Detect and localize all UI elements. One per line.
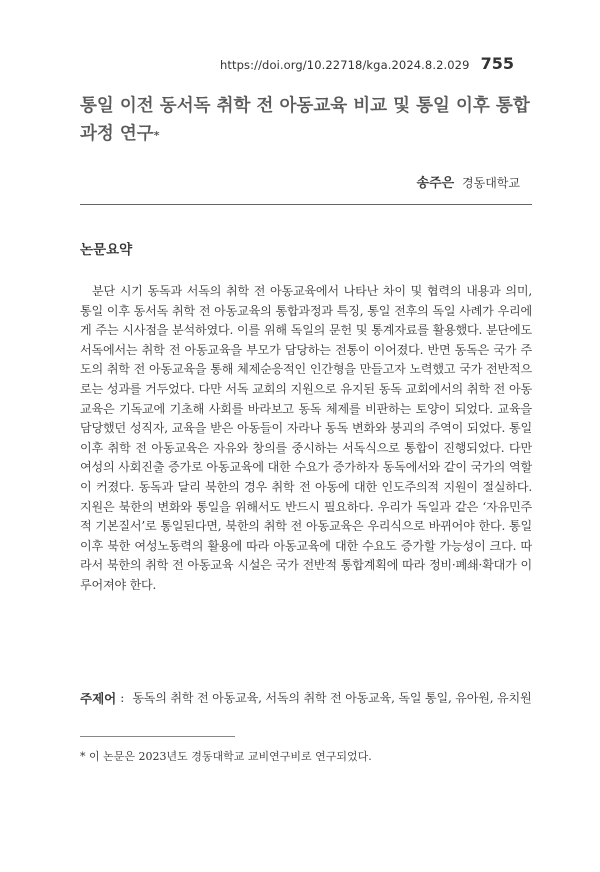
page-number: 755	[480, 54, 514, 73]
abstract-body: 분단 시기 동독과 서독의 취학 전 아동교육에서 나타난 차이 및 협력의 내용과 의미, 통일 이후 동서독 취학 전 아동교육의 통합과정과 특징, 통일 전후의 독일 사례가 우리에게 주는 시사점을 분석하였다. 이를 위해 독일의 문헌 및 통계자료를 활용했다. 분단에도 서독에서는 취학 전 아동교육을 부모가 담당하는 전통이 이어졌다. 반면 동독은 국가 주도의 취학 전 아동교육을 통해 체제순응적인 인간형을 만들고자 노력했고 국가 전반적으로는 성과를 거두었다. 다만 서독 교회의 지원으로 유지된 동독 교회에서의 취학 전 아동교육은 기독교에 기초해 사회를 바라보고 동독 체제를 비판하는 토양이 되었다. 교육을 담당했던 성직자, 교육을 받은 아동들이 자라나 동독 변화와 붕괴의 주역이 되었다. 통일 이후 취학 전 아동교육은 자유와 창의를 중시하는 서독식으로 통합이 진행되었다. 다만 여성의 사회진출 증가로 아동교육에 대한 수요가 증가하자 동독에서와 같이 국가의 역할이 커졌다. 동독과 달리 북한의 경우 취학 전 아동에 대한 인도주의적 지원이 절실하다. 지원은 북한의 변화와 통일을 위해서도 반드시 필요하다. 우리가 독일과 같은 ‘자유민주적 기본질서’로 통일된다면, 북한의 취학 전 아동교육은 우리식으로 바뀌어야 한다. 통일 이후 북한 여성노동력의 활용에 따라 아동교육에 대한 수요도 증가할 가능성이 크다. 따라서 북한의 취학 전 아동교육 시설은 국가 전반적 통합계획에 따라 정비·폐쇄·확대가 이루어져야 한다.	[80, 284, 532, 592]
title-footnote-marker: *	[153, 129, 160, 142]
author-name: 송주은	[416, 176, 455, 191]
paper-title	[80, 92, 530, 150]
keywords-colon: :	[120, 691, 125, 705]
running-header	[220, 54, 514, 73]
keywords-values: 동독의 취학 전 아동교육, 서독의 취학 전 아동교육, 독일 통일, 유아원, 유치원	[132, 691, 532, 705]
author-affiliation: 경동대학교	[462, 176, 520, 190]
abstract-heading: 논문요약	[80, 242, 133, 258]
footnote-divider	[80, 736, 235, 737]
keywords-label: 주제어	[80, 691, 117, 706]
footnote: * 이 논문은 2023년도 경동대학교 교비연구비로 연구되었다.	[80, 750, 372, 763]
title-divider	[80, 204, 532, 205]
paper-title-text: 통일 이전 동서독 취학 전 아동교육 비교 및 통일 이후 통합과정 연구	[80, 96, 530, 144]
doi-link[interactable]: https://doi.org/10.22718/kga.2024.8.2.029	[220, 58, 470, 72]
author-line	[417, 172, 520, 191]
keywords-section	[80, 689, 532, 709]
